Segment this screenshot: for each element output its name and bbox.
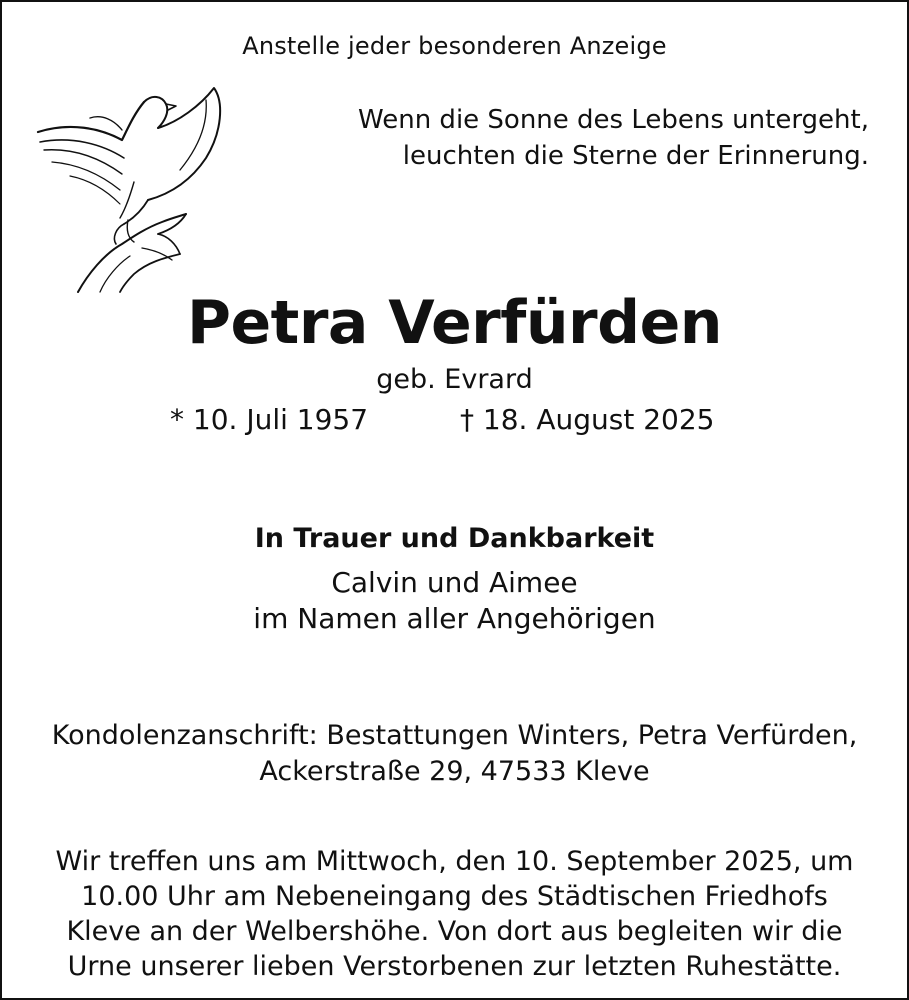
dove-and-hand-icon: [30, 78, 230, 293]
birth-date: * 10. Juli 1957: [170, 403, 369, 436]
motto: [358, 102, 869, 174]
funeral-info-line: Kleve an der Welbershöhe. Von dort aus begleiten wir die: [66, 916, 843, 947]
funeral-info: [2, 844, 907, 984]
signatories-line: Calvin und Aimee: [331, 566, 578, 599]
condolence-address-line: Kondolenzanschrift: Bestattungen Winters, Petra Verfürden,: [51, 720, 858, 751]
funeral-info-line: Wir treffen uns am Mittwoch, den 10. September 2025, um: [55, 846, 854, 877]
funeral-info-line: 10.00 Uhr am Nebeneingang des Städtischen Friedhofs: [81, 881, 828, 912]
maiden-name: geb. Evrard: [376, 364, 533, 395]
death-date: † 18. August 2025: [460, 403, 715, 436]
motto-line: Wenn die Sonne des Lebens untergeht,: [358, 105, 869, 135]
notice-header: Anstelle jeder besonderen Anzeige: [242, 32, 667, 60]
signatories-line: im Namen aller Angehörigen: [253, 602, 656, 635]
mourning-heading: In Trauer und Dankbarkeit: [254, 523, 655, 554]
motto-line: leuchten die Sterne der Erinnerung.: [402, 141, 869, 171]
funeral-info-line: Urne unserer lieben Verstorbenen zur letzten Ruhestätte.: [67, 951, 842, 982]
condolence-address-line: Ackerstraße 29, 47533 Kleve: [259, 756, 650, 787]
deceased-name: Petra Verfürden: [186, 288, 723, 358]
